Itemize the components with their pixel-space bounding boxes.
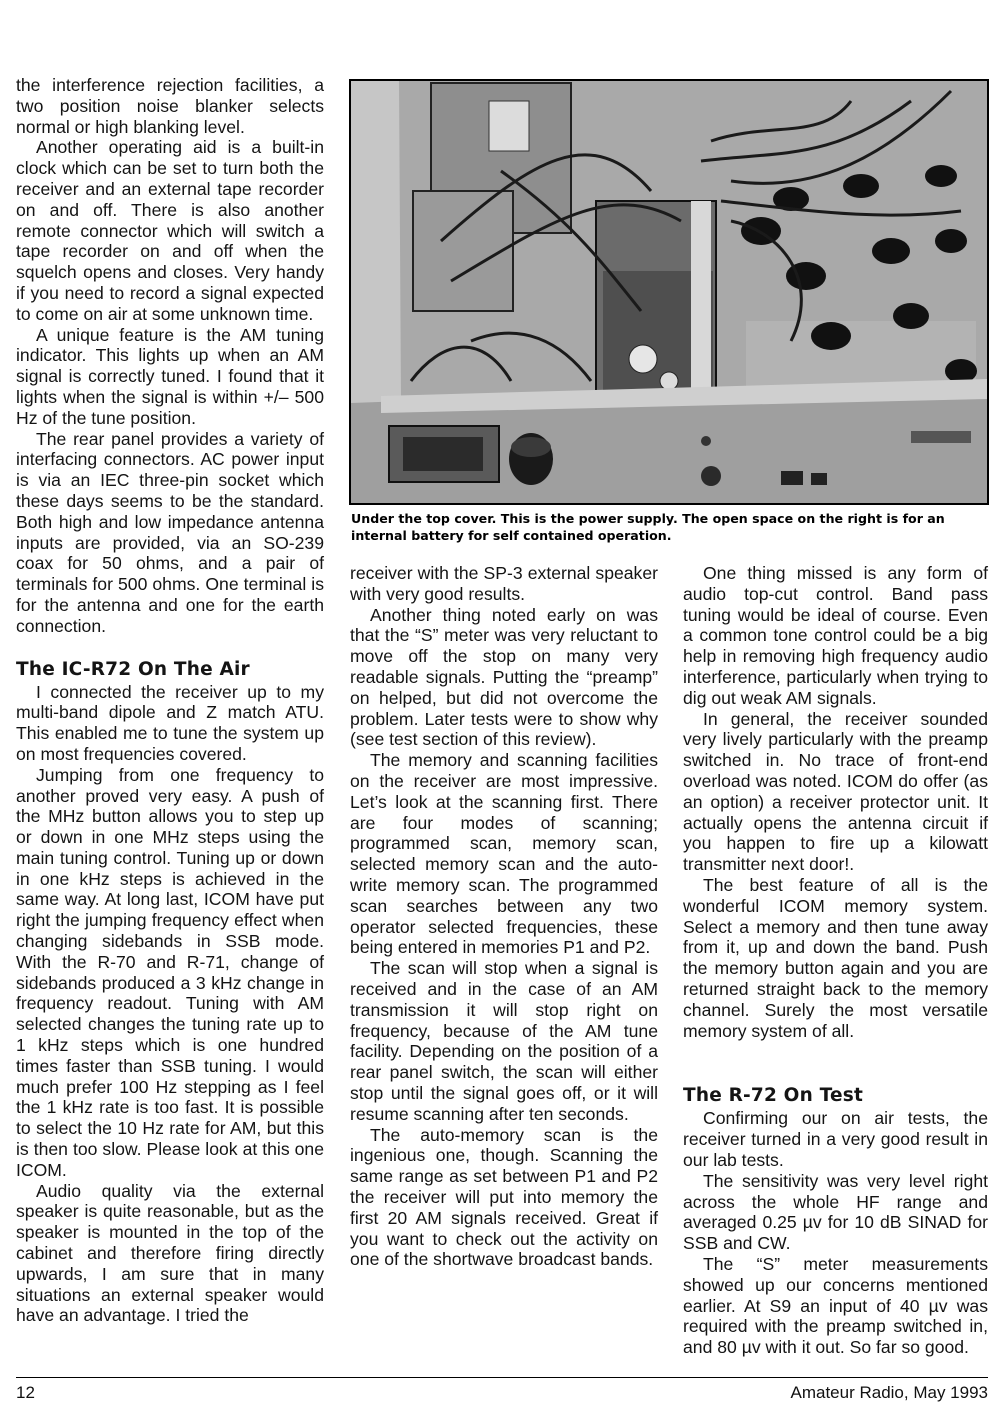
paragraph: receiver with the SP-3 external speaker with very good results. bbox=[350, 563, 658, 604]
figure-photo bbox=[349, 79, 989, 505]
paragraph: Another thing noted early on was that the “S” meter was very reluctant to move off the stop on many very readable signals. Putting the “preamp” on helped, but did not overcome the problem. Later tests were to show why (see test section of this review). bbox=[350, 604, 658, 750]
paragraph: Confirming our on air tests, the receiver turned in a very good result in our lab tests. bbox=[683, 1108, 988, 1170]
paragraph: The rear panel provides a variety of interfacing connectors. AC power input is via an IEC three-pin socket which these days seems to be the standard. Both high and low impedance antenna inputs are provided, via an SO-239 coax for 50 ohms, and a pair of terminals for 500 ohms. One terminal is for the antenna and one for the earth connection. bbox=[16, 428, 324, 636]
section-heading-on-the-air: The IC-R72 On The Air bbox=[16, 658, 250, 680]
paragraph: In general, the receiver sounded very lively particularly with the preamp switched in. No trace of front-end overload was noted. ICOM do offer (as an option) a receiver protector unit. It actually opens the antenna circuit if you happen to fire up a kilowatt transmitter next door!. bbox=[683, 708, 988, 875]
paragraph: The memory and scanning facilities on the receiver are most impressive. Let’s look at the scanning first. There are four modes of scanning; programmed scan, memory scan, selected memory scan and the auto-write memory scan. The programmed scan searches between any two operator selected frequencies, these being entered in memories P1 and P2. bbox=[350, 750, 658, 958]
paragraph: Audio quality via the external speaker is quite reasonable, but as the speaker is mounted in the top of the cabinet and therefore firing directly upwards, I am sure that in many situations an external speaker would have an advantage. I tried the bbox=[16, 1180, 324, 1326]
section-heading-on-test: The R-72 On Test bbox=[683, 1085, 863, 1107]
footer-divider bbox=[16, 1377, 988, 1378]
page-number: 12 bbox=[16, 1383, 35, 1402]
text-column-1 bbox=[16, 75, 324, 1326]
paragraph: Another operating aid is a built-in clock which can be set to turn both the receiver and an external tape recorder on and off. There is also another remote connector which will switch a tape recorder on and off when the squelch opens and closes. Very handy if you need to record a signal expected to come on air at some unknown time. bbox=[16, 137, 324, 324]
figure-caption: Under the top cover. This is the power supply. The open space on the right is for an internal battery for self contained operation. bbox=[351, 511, 945, 543]
paragraph: The scan will stop when a signal is received and in the case of an AM transmission it will stop right on frequency, because of the AM tune facility. Depending on the position of a rear panel switch, the scan will either stop until the signal goes off, or it will resume scanning after ten seconds. bbox=[350, 958, 658, 1124]
power-supply-photo bbox=[351, 81, 987, 503]
paragraph: The sensitivity was very level right across the whole HF range and averaged 0.25 µv for 10 dB SINAD for SSB and CW. bbox=[683, 1170, 988, 1254]
journal-info: Amateur Radio, May 1993 bbox=[790, 1383, 988, 1402]
paragraph: One thing missed is any form of audio top-cut control. Band pass tuning would be ideal of course. Even a common tone control could be a big help in removing high frequency audio interference, particularly when trying to dig out weak AM signals. bbox=[683, 563, 988, 708]
paragraph: The auto-memory scan is the ingenious one, though. Scanning the same range as set between P1 and P2 the receiver will put into memory the first 20 AM signals received. Great if you want to check out the activity on one of the shortwave broadcast bands. bbox=[350, 1124, 658, 1270]
text-column-2 bbox=[350, 563, 658, 1270]
paragraph: I connected the receiver up to my multi-band dipole and Z match ATU. This enabled me to tune the system up on most frequencies covered. bbox=[16, 681, 324, 764]
text-column-3 bbox=[683, 563, 988, 1358]
paragraph: A unique feature is the AM tuning indicator. This lights up when an AM signal is correctly tuned. I found that it lights when the signal is within +/– 500 Hz of the tune position. bbox=[16, 324, 324, 428]
paragraph: The “S” meter measurements showed up our concerns mentioned earlier. At S9 an input of 40 µv was required with the preamp switched in, and 80 µv with it out. So far so good. bbox=[683, 1253, 988, 1358]
paragraph: Jumping from one frequency to another proved very easy. A push of the MHz button allows you to step up or down in one MHz steps using the main tuning control. Tuning up or down in one kHz steps is achieved in the same way. At long last, ICOM have put right the jumping frequency effect when changing sidebands in SSB mode. With the R-70 and R-71, change of sidebands produced a 3 kHz change in frequency readout. Tuning with AM selected changes the tuning rate up to 1 kHz steps which is one hundred times faster than SSB tuning. I would much prefer 100 Hz stepping as I feel the 1 kHz rate is too fast. It is possible to select the 10 Hz rate for AM, but this is then too slow. Please look at this one ICOM. bbox=[16, 764, 324, 1180]
paragraph: the interference rejection facilities, a two position noise blanker selects normal or high blanking level. bbox=[16, 75, 324, 137]
paragraph: The best feature of all is the wonderful ICOM memory system. Select a memory and then tune away from it, up and down the band. Push the memory button again and you are returned straight back to the memory channel. Surely the most versatile memory system of all. bbox=[683, 874, 988, 1041]
